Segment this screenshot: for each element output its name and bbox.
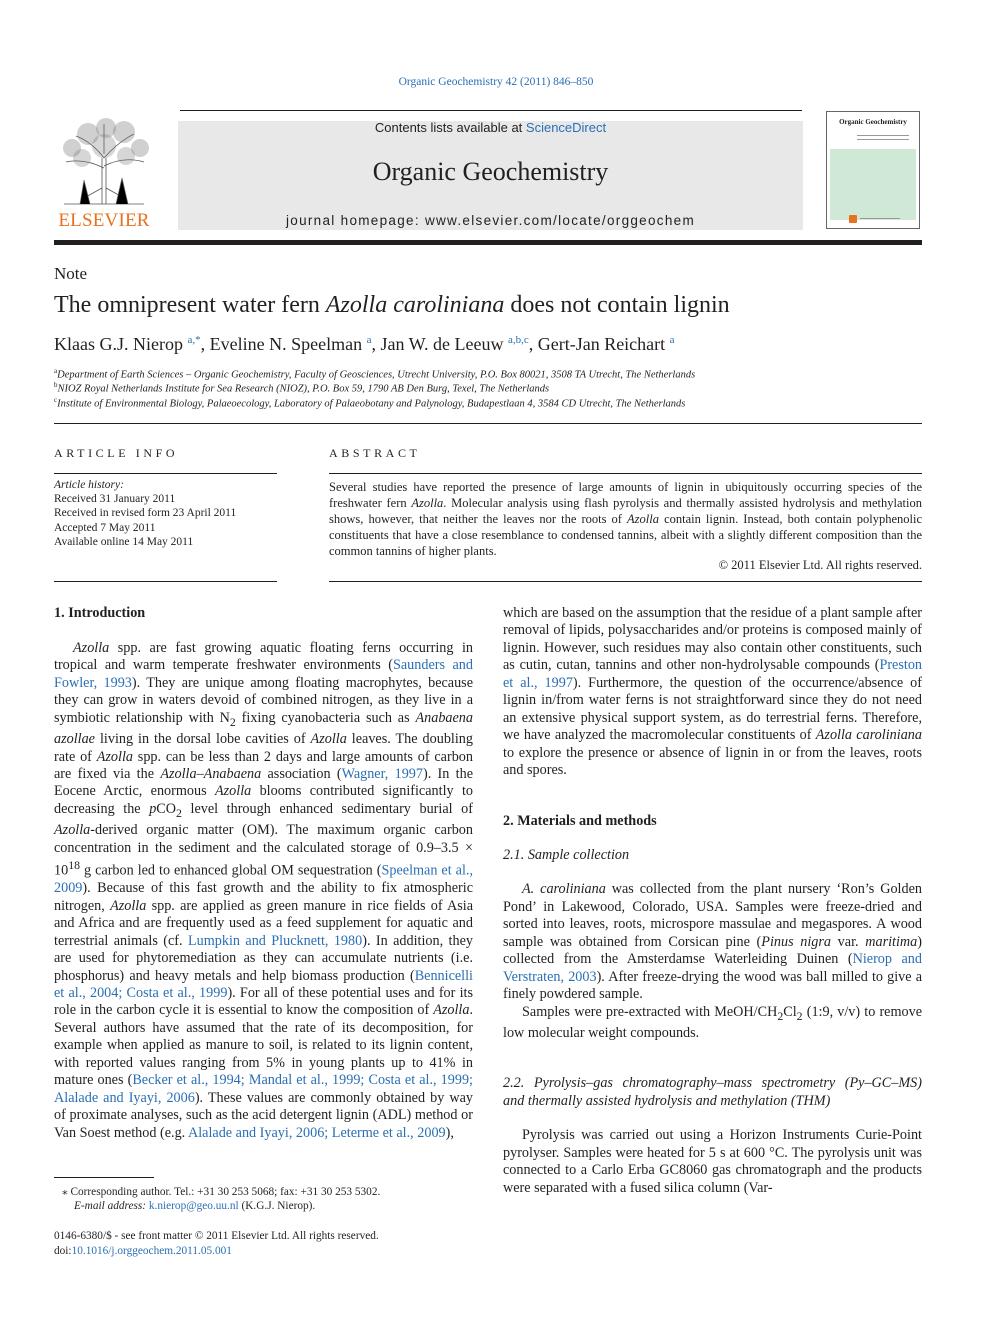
abstract-species: Azolla	[411, 496, 444, 510]
title-text: The omnipresent water fern	[54, 292, 326, 318]
author-name[interactable]: Eveline N. Speelman	[209, 334, 363, 354]
subscript: 2	[176, 805, 182, 820]
text: ). After freeze-drying the wood was ball milled to give a finely powdered sample.	[503, 968, 922, 1003]
text: Pyrolysis was carried out using a Horizon Instruments Curie-Point pyrolyser. Samples were heated for 5 s at 600 °C. The pyrolysis unit was connected to a Carlo Erba GC8060 gas chromatograph and the products were separated with a fused silica column (Var-	[503, 1127, 922, 1196]
affiliation	[54, 367, 695, 381]
text: ) collected from the Amsterdamse Waterleiding Duinen (	[503, 933, 922, 968]
title-species: Azolla caroliniana	[325, 292, 505, 318]
author-affil-marker[interactable]: a	[366, 334, 372, 346]
abstract-copyright: © 2011 Elsevier Ltd. All rights reserved.	[718, 558, 922, 572]
journal-title: Organic Geochemistry	[372, 157, 609, 186]
affiliation-marker: a	[54, 367, 58, 375]
journal-citation[interactable]: Organic Geochemistry 42 (2011) 846–850	[398, 76, 594, 88]
affiliation-text: Department of Earth Sciences – Organic Geochemistry, Faculty of Geosciences, Utrecht University, P.O. Box 80021, 3508 TA Utrecht, The Netherlands	[57, 369, 696, 381]
author-name[interactable]: Jan W. de Leeuw	[380, 334, 504, 354]
text: p	[149, 800, 157, 817]
affiliation-marker: c	[54, 396, 58, 404]
footnote-rule	[54, 1177, 154, 1178]
species: Azolla	[54, 822, 91, 839]
subscript: 2	[777, 1008, 784, 1023]
text: spp. can be less than 2 days and large amounts of carbon are fixed via the	[54, 748, 473, 782]
email-suffix: (K.G.J. Nierop).	[238, 1200, 316, 1212]
text: ). Furthermore, the question of the occurrence/absence of lignin in/from water ferns is not straightforward since they do not need an extensive physical support system, as do terrestrial ferns. Therefore, we have analyzed the macromolecular constituents of	[503, 674, 922, 744]
citation-link[interactable]: Alalade and Iyayi, 2006; Leterme et al., 2009	[187, 1124, 446, 1141]
species: Azolla	[110, 897, 147, 914]
text: leaves. The doubling rate of	[54, 731, 473, 765]
text: living in the dorsal lobe cavities of	[94, 731, 311, 748]
cover-line	[860, 218, 900, 219]
sciencedirect-link[interactable]: ScienceDirect	[525, 120, 607, 135]
author-list: Klaas G.J. Nierop $^{a,*}$, Eveline N. Speelman $^a$, Jan W. de Leeuw $^{a,b,c}$, Gert-Jan Reichart $^a$	[54, 334, 675, 354]
citation-link[interactable]: Nierop and Verstraten, 2003	[503, 951, 922, 985]
article-info-heading: ARTICLE INFO	[54, 446, 179, 460]
species: Azolla	[96, 748, 133, 765]
cover-line	[857, 139, 909, 140]
author-affil-marker[interactable]: a,b,c	[507, 334, 529, 346]
body-column-right	[503, 605, 922, 1197]
superscript: 18	[68, 858, 81, 873]
species: Azolla	[214, 783, 252, 800]
doi-line	[54, 1245, 232, 1257]
text: g carbon led to enhanced global OM sequestration (	[80, 862, 382, 879]
homepage-prefix: journal homepage:	[285, 213, 425, 228]
cover-publisher-mark	[849, 215, 857, 223]
text: ). Because of this fast growth and the ability to fix atmospheric nitrogen,	[54, 880, 473, 914]
title-text: does not contain lignin	[504, 292, 730, 318]
abstract-span: contain lignin. Instead, both contain polyphenolic constituents that have a close resemblance to condensed tannins, albeit with a slightly different composition than the common tannins of higher plants.	[329, 512, 923, 558]
abstract-span: . Molecular analysis using flash pyrolysis and thermally assisted hydrolysis and methylation shows, however, that neither the leaves nor the roots of	[329, 496, 923, 526]
species: A. caroliniana	[522, 881, 606, 898]
history-accepted: Accepted 7 May 2011	[54, 521, 156, 534]
text: blooms contributed significantly to decreasing the	[54, 783, 473, 817]
intro-continuation	[503, 605, 922, 780]
intro-paragraph-continued	[503, 605, 922, 780]
header-rule	[180, 110, 802, 111]
text: (1:9, v/v) to remove low molecular weight compounds.	[503, 1003, 922, 1041]
section-rule	[54, 473, 277, 474]
citation-link[interactable]: Becker et al., 1994; Mandal et al., 1999; Costa et al., 1999; Alalade and Iyayi, 2006	[54, 1072, 473, 1106]
text: . Several authors have assumed that the rate of its decomposition, for example when applied as manure to soil, is related to its lignin content, with reported values ranging from 5% in young plants up to 41% in mature ones (	[54, 1002, 473, 1089]
text: ). For all of these potential uses and for its role in the carbon cycle it is essential to know the composition of	[54, 984, 473, 1019]
text: fixing cyanobacteria such as	[235, 709, 416, 726]
author-affil-marker[interactable]: a,*	[187, 334, 201, 346]
contents-prefix: Contents lists available at	[374, 120, 526, 135]
cover-line	[857, 135, 909, 136]
text: association (	[261, 765, 342, 782]
homepage-link[interactable]: www.elsevier.com/locate/orggeochem	[424, 213, 696, 228]
affiliation-text: NIOZ Royal Netherlands Institute for Sea Research (NIOZ), P.O. Box 59, 1790 AB Den Burg, Texel, The Netherlands	[57, 383, 550, 395]
subsection-heading: 2.2. Pyrolysis–gas chromatography–mass spectrometry (Py–GC–MS) and thermally assisted hydrolysis and methylation (THM)	[503, 1075, 922, 1109]
article-history	[54, 478, 236, 549]
history-label: Article history:	[54, 479, 124, 491]
text: CO	[156, 800, 176, 817]
article-title	[54, 292, 730, 319]
email-label: E-mail address:	[74, 1200, 149, 1212]
subscript: 2	[229, 714, 236, 729]
doi-label: doi:	[54, 1245, 72, 1257]
species: Azolla	[73, 639, 110, 656]
doi-link[interactable]: 10.1016/j.orggeochem.2011.05.001	[71, 1245, 232, 1257]
species: Azolla	[310, 731, 347, 748]
text: ). In the Eocene Arctic, enormous	[54, 765, 473, 800]
section-heading: 1. Introduction	[54, 605, 146, 621]
species: Azolla caroliniana	[815, 727, 922, 744]
text: spp. are applied as green manure in rice fields of Asia and Africa and are frequently used as a feed supplement for aquatic and terrestrial animals (cf.	[54, 897, 474, 949]
journal-cover-thumbnail[interactable]	[826, 111, 920, 229]
section-rule	[54, 581, 277, 582]
email-link[interactable]: k.nierop@geo.uu.nl	[148, 1200, 239, 1212]
affiliation	[54, 381, 549, 395]
cover-title: Organic Geochemistry	[839, 118, 907, 126]
text: spp. are fast growing aquatic floating ferns occurring in tropical and warm temperate freshwater environments (	[54, 639, 473, 674]
author-name[interactable]: Klaas G.J. Nierop	[54, 334, 183, 354]
article-type: Note	[54, 264, 88, 283]
citation-link[interactable]: Saunders and Fowler, 1993	[54, 657, 473, 691]
history-revised: Received in revised form 23 April 2011	[54, 507, 237, 520]
history-online: Available online 14 May 2011	[54, 535, 194, 548]
text: was collected from the plant nursery ‘Ron’s Golden Pond’ in Lakewood, Colorado, USA. Samples were freeze-dried and sorted into leaves, roots, microspore massulae and megaspores. A wood sample was obtained from Corsican pine (	[503, 881, 922, 950]
methods-paragraph	[503, 1127, 922, 1197]
citation-link[interactable]: Lumpkin and Plucknett, 1980	[187, 932, 363, 949]
section-rule	[329, 473, 922, 474]
corresponding-author-note: ⁎ Corresponding author. Tel.: +31 30 253 5068; fax: +31 30 253 5302.	[62, 1186, 381, 1198]
citation-link[interactable]: Wagner, 1997	[341, 765, 423, 782]
abstract-heading: ABSTRACT	[329, 446, 421, 460]
elsevier-wordmark: ELSEVIER	[58, 210, 150, 231]
citation-link[interactable]: Speelman et al., 2009	[54, 862, 473, 897]
email-note	[74, 1200, 315, 1212]
section-rule	[329, 581, 922, 582]
text: var.	[831, 933, 866, 950]
species: maritima	[865, 933, 918, 950]
text: Samples were pre-extracted with MeOH/CH	[522, 1003, 778, 1020]
issn-line: 0146-6380/$ - see front matter © 2011 Elsevier Ltd. All rights reserved.	[54, 1230, 379, 1242]
abstract-species: Azolla	[627, 512, 659, 526]
text: -derived organic matter (OM). The maximum organic carbon concentration in the sediment and the calculated storage of 0.9–3.5 × 10	[54, 822, 473, 879]
abstract-text	[329, 479, 922, 559]
author-affil-marker[interactable]: a	[669, 334, 675, 346]
species: Azolla	[433, 1002, 470, 1019]
subscript: 2	[796, 1008, 803, 1023]
abstract-span: Several studies have reported the presence of large amounts of lignin in ubiquitously occurring species of the freshwater fern	[329, 480, 922, 510]
species: Anabaena azollae	[54, 709, 473, 748]
affiliation	[54, 396, 685, 410]
text: ). In addition, they are used for phytoremediation as they can accumulate nutrients (i.e. phosphorus) and heavy metals and help biomass production (	[54, 932, 473, 984]
methods-paragraph	[503, 881, 922, 1003]
text: ),	[445, 1124, 454, 1141]
text: level through enhanced sedimentary burial of	[181, 800, 473, 817]
section-rule	[54, 423, 922, 424]
text: Cl	[783, 1003, 797, 1020]
citation-link[interactable]: Bennicelli et al., 2004; Costa et al., 1999	[54, 967, 473, 1001]
species: Azolla–Anabaena	[160, 765, 262, 782]
author-name[interactable]: Gert-Jan Reichart	[537, 334, 666, 354]
body-column-left	[54, 605, 473, 1142]
contents-line	[178, 120, 803, 135]
affiliation-marker: b	[54, 381, 58, 389]
methods-paragraph	[503, 1004, 922, 1043]
header-thick-rule	[54, 240, 922, 245]
text: to explore the presence or absence of lignin in or from the leaves, roots and spores.	[503, 744, 922, 779]
subsection-heading: 2.1. Sample collection	[503, 846, 630, 863]
history-received: Received 31 January 2011	[54, 493, 176, 506]
citation-link[interactable]: Preston et al., 1997	[503, 657, 922, 691]
affiliation-text: Institute of Environmental Biology, Palaeoecology, Laboratory of Palaeobotany and Palynology, Budapestlaan 4, 3584 CD Utrecht, The Netherlands	[57, 398, 686, 410]
intro-paragraph	[54, 640, 473, 1142]
cover-color-band	[830, 149, 916, 220]
species: Pinus nigra	[761, 933, 832, 950]
journal-homepage	[178, 213, 803, 228]
text: ). These values are commonly obtained by way of proximate analyses, such as the acid detergent lignin (ADL) method or Van Soest method (e.g.	[54, 1089, 473, 1141]
section-heading: 2. Materials and methods	[503, 812, 657, 829]
text: ). They are unique among floating macrophytes, because they can grow in waters devoid of combined nitrogen, as they live in a symbiotic relationship with N	[54, 674, 474, 726]
text: which are based on the assumption that the residue of a plant sample after removal of lipids, polysaccharides and/or proteins is composed mainly of lignin. However, such residues may also contain other constituents, such as cutin, cutan, tannins and other non-hydrolysable compounds (	[503, 605, 922, 674]
